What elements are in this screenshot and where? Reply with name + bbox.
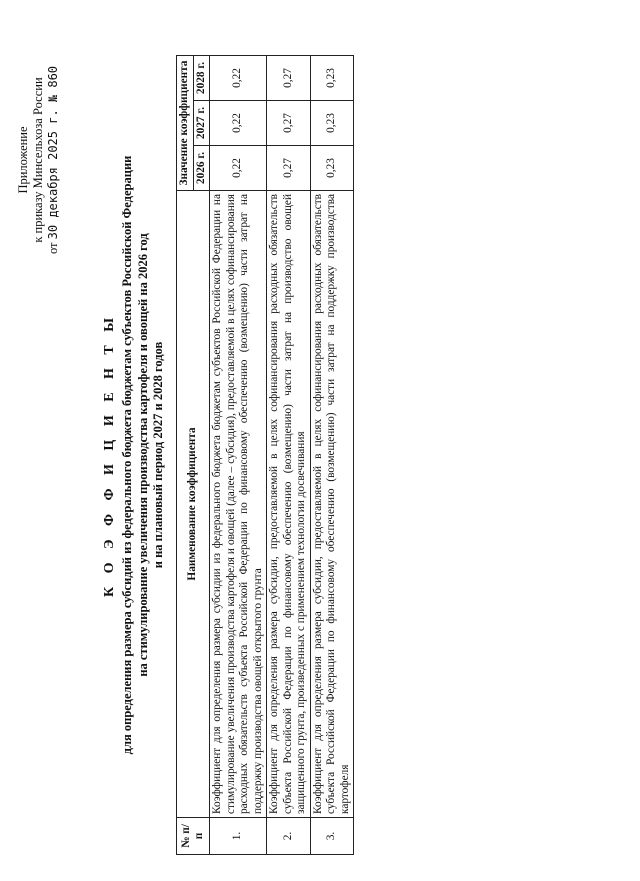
appendix-line1: Приложение — [16, 126, 30, 194]
row-value-2026: 0,23 — [310, 146, 354, 191]
document-title: К О Э Ф Ф И Ц И Е Н Т Ы — [102, 312, 117, 598]
table-row — [267, 56, 311, 855]
row-value-2028: 0,22 — [210, 56, 267, 101]
header-year-2027: 2027 г. — [193, 101, 210, 146]
row-value-2026: 0,22 — [210, 146, 267, 191]
row-name: Коэффициент для определения размера субсидии из федерального бюджета бюджетам субъектов Российской Федерации на стимулирование увеличения производства картофеля и овощей (далее – субсидия), предоставляемой в целях софинансирования расходных обязательств субъекта Российской Федерации по финансовому обеспечению (возмещению) части затрат на поддержку производства овощей открытого грунта — [210, 191, 267, 818]
appendix-block — [16, 45, 61, 275]
table-header-row — [177, 56, 194, 855]
table-row — [310, 56, 354, 855]
row-value-2027: 0,23 — [310, 101, 354, 146]
row-name: Коэффициент для определения размера субсидии, предоставляемой в целях софинансирования расходных обязательств субъекта Российской Федерации по финансовому обеспечению (возмещению) части затрат на производство овощей защищенного грунта, произведенных с применением технологии досвечивания — [267, 191, 311, 818]
row-name: Коэффициент для определения размера субсидии, предоставляемой в целях софинансирования расходных обязательств субъекта Российской Федерации по финансовому обеспечению (возмещению) части затрат на поддержку производства картофеля — [310, 191, 354, 818]
appendix-date-prefix: от — [46, 242, 60, 255]
landscape-sheet — [8, 35, 608, 875]
appendix-line2: к приказу Минсельхоза России — [31, 77, 45, 243]
row-num: 1. — [210, 818, 267, 855]
appendix-date: 30 декабря 2025 г. № 860 — [46, 65, 60, 240]
subtitle-line-3: и на плановый период 2027 и 2028 годов — [151, 341, 165, 569]
table-row — [210, 56, 267, 855]
header-value-group: Значение коэффициента — [177, 56, 194, 191]
subtitle-line-1: для определения размера субсидий из федерального бюджета бюджетам субъектов Российской Федерации — [120, 155, 134, 755]
coefficients-table — [176, 55, 354, 855]
heading — [102, 55, 167, 855]
row-value-2028: 0,23 — [310, 56, 354, 101]
row-value-2026: 0,27 — [267, 146, 311, 191]
row-value-2027: 0,22 — [210, 101, 267, 146]
row-num: 2. — [267, 818, 311, 855]
row-value-2027: 0,27 — [267, 101, 311, 146]
appendix-line3 — [46, 45, 61, 275]
header-name: Наименование коэффициента — [177, 191, 210, 818]
header-year-2026: 2026 г. — [193, 146, 210, 191]
row-value-2028: 0,27 — [267, 56, 311, 101]
subtitle-line-2: на стимулирование увеличения производства картофеля и овощей на 2026 год — [135, 233, 150, 677]
header-year-2028: 2028 г. — [193, 56, 210, 101]
header-num: № п/п — [177, 818, 210, 855]
row-num: 3. — [310, 818, 354, 855]
